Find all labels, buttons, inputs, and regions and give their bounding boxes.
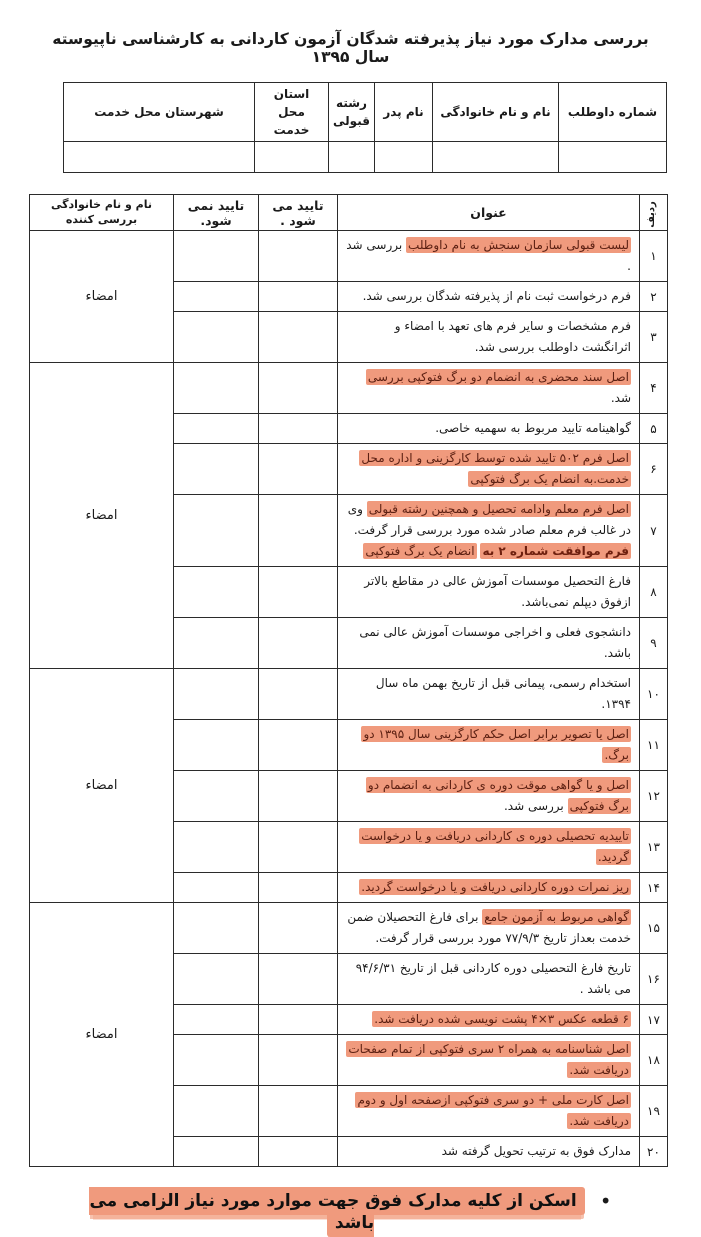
- approved-cell: [259, 771, 338, 822]
- item-title-cell: [338, 771, 640, 822]
- row-number-cell: ۱۴: [640, 873, 668, 903]
- column-header-title: عنوان: [338, 195, 640, 231]
- not-approved-cell: [174, 1086, 259, 1137]
- info-column-header: رشته قبولی: [329, 83, 375, 142]
- item-title-cell: [338, 1005, 640, 1035]
- approved-cell: [259, 444, 338, 495]
- plain-text: بررسی شد.: [504, 799, 568, 813]
- info-column-header: نام و نام خانوادگی: [433, 83, 559, 142]
- plain-text: تاریخ فارغ التحصیلی دوره کاردانی قبل از تاریخ ۹۴/۶/۳۱ می باشد .: [356, 961, 631, 996]
- not-approved-cell: [174, 495, 259, 567]
- info-column-header: استان محل خدمت: [255, 83, 329, 142]
- approved-cell: [259, 414, 338, 444]
- checklist-row: [30, 363, 668, 414]
- item-title-cell: [338, 903, 640, 954]
- approved-cell: [259, 669, 338, 720]
- not-approved-cell: [174, 567, 259, 618]
- approved-cell: [259, 903, 338, 954]
- item-title-cell: [338, 1086, 640, 1137]
- item-title-cell: [338, 1137, 640, 1167]
- row-number-cell: ۷: [640, 495, 668, 567]
- approved-cell: [259, 720, 338, 771]
- highlighted-text: لیست قبولی سازمان سنجش به نام داوطلب: [406, 237, 631, 253]
- row-number-cell: ۵: [640, 414, 668, 444]
- highlighted-text: ۶ قطعه عکس ۳×۴ پشت نویسی شده دریافت شد.: [372, 1011, 631, 1027]
- footer-note-text: اسکن از کلیه مدارک فوق جهت موارد مورد نیاز الزامی می باشد: [89, 1187, 584, 1237]
- row-number-cell: ۲: [640, 282, 668, 312]
- checklist-table: [29, 194, 668, 1167]
- plain-text: گواهینامه تایید مربوط به سهمیه خاصی.: [435, 421, 631, 435]
- not-approved-cell: [174, 720, 259, 771]
- bullet-icon: •: [600, 1189, 612, 1213]
- item-title-cell: [338, 618, 640, 669]
- item-title-cell: [338, 363, 640, 414]
- highlighted-text: ریز نمرات دوره کاردانی دریافت و یا درخواست گردید.: [359, 879, 631, 895]
- row-number-cell: ۱۷: [640, 1005, 668, 1035]
- highlighted-text: اصل یا تصویر برابر اصل حکم کارگزینی سال ۱۳۹۵ دو برگ.: [361, 726, 631, 763]
- highlighted-text: انضام یک برگ فتوکپی: [363, 543, 476, 559]
- highlighted-text: اصل کارت ملی + دو سری فتوکپی ازصفحه اول و دوم دریافت شد.: [355, 1092, 631, 1129]
- signature-cell: امضاء: [30, 231, 174, 363]
- not-approved-cell: [174, 669, 259, 720]
- not-approved-cell: [174, 282, 259, 312]
- not-approved-cell: [174, 618, 259, 669]
- item-title-cell: [338, 495, 640, 567]
- row-number-cell: ۱۶: [640, 954, 668, 1005]
- row-number-cell: ۹: [640, 618, 668, 669]
- highlighted-text: گواهی مربوط به آزمون جامع: [482, 909, 631, 925]
- not-approved-cell: [174, 822, 259, 873]
- page-title: بررسی مدارک مورد نیاز پذیرفته شدگان آزمون کاردانی به کارشناسی ناپیوسته سال ۱۳۹۵: [40, 30, 661, 66]
- item-title-cell: [338, 822, 640, 873]
- row-number-cell: ۴: [640, 363, 668, 414]
- plain-text: برای فارغ التحصیلان ضمن خدمت بعداز تاریخ ۷۷/۹/۳ مورد بررسی قرار گرفت.: [347, 910, 631, 945]
- plain-text: مدارک فوق به ترتیب تحویل گرفته شد: [442, 1144, 631, 1158]
- approved-cell: [259, 1137, 338, 1167]
- item-title-cell: [338, 1035, 640, 1086]
- not-approved-cell: [174, 771, 259, 822]
- highlighted-text: اصل فرم معلم وادامه تحصیل و همچنین رشته قبولی: [367, 501, 631, 517]
- info-header-row: [64, 83, 667, 142]
- column-header-row-number: [640, 195, 668, 231]
- checklist-row: [30, 231, 668, 282]
- footer-note: [70, 1189, 631, 1233]
- info-column-header: شهرستان محل خدمت: [64, 83, 255, 142]
- item-title-cell: [338, 414, 640, 444]
- approved-cell: [259, 1035, 338, 1086]
- info-column-header: نام پدر: [375, 83, 433, 142]
- not-approved-cell: [174, 1035, 259, 1086]
- plain-text: استخدام رسمی، پیمانی قبل از تاریخ بهمن ماه سال ۱۳۹۴.: [376, 676, 631, 711]
- row-number-cell: ۱: [640, 231, 668, 282]
- not-approved-cell: [174, 312, 259, 363]
- not-approved-cell: [174, 903, 259, 954]
- item-title-cell: [338, 567, 640, 618]
- highlighted-text: فرم موافقت شماره ۲ به: [480, 543, 631, 559]
- item-title-cell: [338, 312, 640, 363]
- highlighted-text: اصل فرم ۵۰۲ تایید شده توسط کارگزینی و اداره محل خدمت.به انضام یک برگ فتوکپی: [359, 450, 631, 487]
- approved-cell: [259, 822, 338, 873]
- info-value-cell: [559, 142, 667, 173]
- row-number-label: ردیف: [646, 201, 657, 228]
- item-title-cell: [338, 231, 640, 282]
- info-value-cell: [433, 142, 559, 173]
- row-number-cell: ۱۹: [640, 1086, 668, 1137]
- item-title-cell: [338, 873, 640, 903]
- row-number-cell: ۱۵: [640, 903, 668, 954]
- signature-cell: امضاء: [30, 669, 174, 903]
- plain-text: فرم مشخصات و سایر فرم های تعهد با امضاء و اثرانگشت داوطلب بررسی شد.: [395, 319, 631, 354]
- row-number-cell: ۳: [640, 312, 668, 363]
- plain-text: دانشجوی فعلی و اخراجی موسسات آموزش عالی نمی باشد.: [359, 625, 631, 660]
- highlighted-text: اصل و یا گواهی موقت دوره ی کاردانی به انضمام دو برگ فتوکپی: [366, 777, 631, 814]
- approved-cell: [259, 618, 338, 669]
- row-number-cell: ۸: [640, 567, 668, 618]
- not-approved-cell: [174, 444, 259, 495]
- not-approved-cell: [174, 1137, 259, 1167]
- column-header-not-approved: تایید نمی شود.: [174, 195, 259, 231]
- item-title-cell: [338, 954, 640, 1005]
- approved-cell: [259, 873, 338, 903]
- approved-cell: [259, 231, 338, 282]
- info-column-header: شماره داوطلب: [559, 83, 667, 142]
- approved-cell: [259, 567, 338, 618]
- plain-text: فرم درخواست ثبت نام از پذیرفته شدگان بررسی شد.: [363, 289, 631, 303]
- row-number-cell: ۱۳: [640, 822, 668, 873]
- approved-cell: [259, 954, 338, 1005]
- highlighted-text: اصل سند محضری به انضمام دو برگ فتوکپی بررسی: [366, 369, 631, 385]
- info-value-cell: [375, 142, 433, 173]
- applicant-info-table: [63, 82, 667, 173]
- plain-text: فارغ التحصیل موسسات آموزش عالی در مقاطع بالاتر ازفوق دیپلم نمی‌باشد.: [364, 574, 631, 609]
- approved-cell: [259, 495, 338, 567]
- not-approved-cell: [174, 954, 259, 1005]
- approved-cell: [259, 1005, 338, 1035]
- row-number-cell: ۲۰: [640, 1137, 668, 1167]
- plain-text: وی در غالب فرم معلم صادر شده مورد بررسی قرار گرفت.: [348, 502, 631, 537]
- approved-cell: [259, 1086, 338, 1137]
- info-value-row: [64, 142, 667, 173]
- column-header-approved: تایید می شود .: [259, 195, 338, 231]
- not-approved-cell: [174, 1005, 259, 1035]
- info-value-cell: [329, 142, 375, 173]
- approved-cell: [259, 312, 338, 363]
- info-value-cell: [255, 142, 329, 173]
- row-number-cell: ۶: [640, 444, 668, 495]
- column-header-reviewer: نام و نام خانوادگی بررسی کننده: [30, 195, 174, 231]
- checklist-row: [30, 669, 668, 720]
- not-approved-cell: [174, 231, 259, 282]
- highlighted-text: تاییدیه تحصیلی دوره ی کاردانی دریافت و یا درخواست گردید.: [359, 828, 631, 865]
- item-title-cell: [338, 720, 640, 771]
- row-number-cell: ۱۸: [640, 1035, 668, 1086]
- not-approved-cell: [174, 414, 259, 444]
- approved-cell: [259, 282, 338, 312]
- checklist-row: [30, 903, 668, 954]
- checklist-body: [30, 231, 668, 1167]
- row-number-cell: ۱۱: [640, 720, 668, 771]
- item-title-cell: [338, 444, 640, 495]
- highlighted-text: اصل شناسنامه به همراه ۲ سری فتوکپی از تمام صفحات دریافت شد.: [346, 1041, 631, 1078]
- signature-cell: امضاء: [30, 903, 174, 1167]
- approved-cell: [259, 363, 338, 414]
- checklist-header-row: [30, 195, 668, 231]
- not-approved-cell: [174, 363, 259, 414]
- row-number-cell: ۱۲: [640, 771, 668, 822]
- plain-text: بررسی شد .: [346, 238, 631, 273]
- not-approved-cell: [174, 873, 259, 903]
- item-title-cell: [338, 282, 640, 312]
- plain-text: شد.: [611, 391, 631, 405]
- item-title-cell: [338, 669, 640, 720]
- signature-cell: امضاء: [30, 363, 174, 669]
- row-number-cell: ۱۰: [640, 669, 668, 720]
- info-value-cell: [64, 142, 255, 173]
